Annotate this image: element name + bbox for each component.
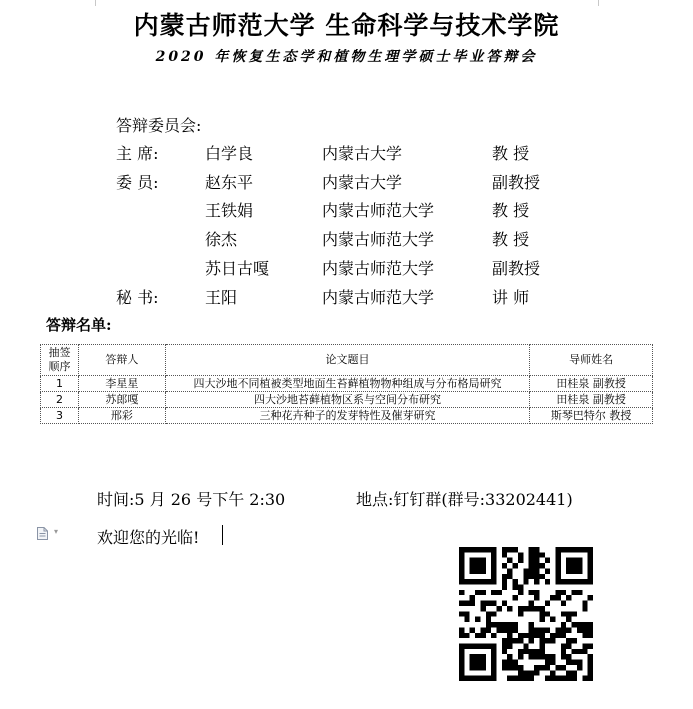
cell-student: 李星星 <box>78 376 165 392</box>
cell-thesis: 三种花卉种子的发芽特性及催芽研究 <box>165 408 529 424</box>
cell-student: 苏郎嘎 <box>78 392 165 408</box>
text-cursor <box>222 525 223 545</box>
document-icon[interactable] <box>37 527 48 540</box>
committee-row <box>0 170 693 192</box>
table-row <box>41 392 653 408</box>
member-org: 内蒙古大学 <box>322 144 403 163</box>
cell-order: 3 <box>41 408 79 424</box>
member-name: 王阳 <box>205 288 238 307</box>
member-org: 内蒙古师范大学 <box>322 259 435 278</box>
member-role: 秘 书: <box>116 288 159 307</box>
member-org: 内蒙古师范大学 <box>322 201 435 220</box>
member-name: 徐杰 <box>205 230 238 249</box>
welcome-text[interactable]: 欢迎您的光临! <box>97 528 200 547</box>
member-name: 王铁娟 <box>205 201 254 220</box>
committee-row <box>0 285 693 307</box>
committee-row <box>0 227 693 249</box>
meeting-place: 地点:钉钉群(群号:33202441) <box>356 490 573 509</box>
committee-heading: 答辩委员会: <box>116 116 202 135</box>
table-row <box>41 376 653 392</box>
member-name: 苏日古嘎 <box>205 259 270 278</box>
committee-row <box>0 256 693 278</box>
member-name: 赵东平 <box>205 173 254 192</box>
cell-order: 2 <box>41 392 79 408</box>
member-title: 教 授 <box>492 201 530 220</box>
header-thesis: 论文题目 <box>165 345 529 376</box>
page-subtitle: 2020 年恢复生态学和植物生理学硕士毕业答辩会 <box>155 49 538 65</box>
member-org: 内蒙古师范大学 <box>322 288 435 307</box>
cell-advisor: 斯琴巴特尔 教授 <box>530 408 653 424</box>
cell-advisor: 田桂泉 副教授 <box>530 376 653 392</box>
table-row <box>41 408 653 424</box>
committee-row <box>0 198 693 220</box>
header-student: 答辩人 <box>78 345 165 376</box>
member-org: 内蒙古师范大学 <box>322 230 435 249</box>
cell-thesis: 四大沙地不同植被类型地面生苔藓植物物种组成与分布格局研究 <box>165 376 529 392</box>
cell-order: 1 <box>41 376 79 392</box>
page-title: 内蒙古师范大学 生命科学与技术学院 <box>133 11 560 40</box>
member-title: 教 授 <box>492 230 530 249</box>
member-title: 教 授 <box>492 144 530 163</box>
committee-row <box>0 141 693 163</box>
table-header-row <box>41 345 653 376</box>
defense-table <box>40 344 653 424</box>
header-order: 抽签 顺序 <box>41 345 79 376</box>
qr-code-icon <box>459 547 593 681</box>
defense-list-heading: 答辩名单: <box>46 316 112 334</box>
member-title: 副教授 <box>492 173 541 192</box>
cell-student: 邢彩 <box>78 408 165 424</box>
cell-thesis: 四大沙地苔藓植物区系与空间分布研究 <box>165 392 529 408</box>
member-role: 委 员: <box>116 173 159 192</box>
chevron-down-icon[interactable]: ▾ <box>54 527 59 536</box>
header-advisor: 导师姓名 <box>530 345 653 376</box>
member-name: 白学良 <box>205 144 254 163</box>
member-role: 主 席: <box>116 144 159 163</box>
cell-advisor: 田桂泉 副教授 <box>530 392 653 408</box>
member-org: 内蒙古大学 <box>322 173 403 192</box>
member-title: 副教授 <box>492 259 541 278</box>
meeting-time: 时间:5 月 26 号下午 2:30 <box>97 490 286 509</box>
member-title: 讲 师 <box>492 288 530 307</box>
